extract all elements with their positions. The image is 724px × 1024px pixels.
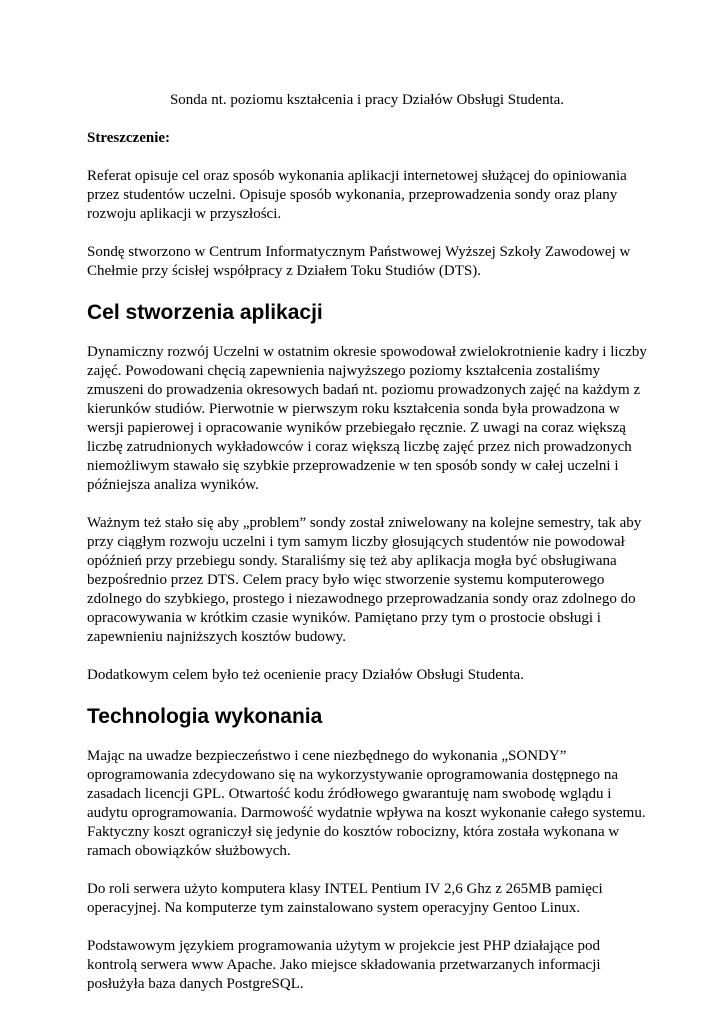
technology-paragraph-3: Podstawowym językiem programowania użytym w projekcie jest PHP działające pod kontrolą serwera www Apache. Jako miejsce składowania przetwarzanych informacji posłużyła baza danych PostgreSQL. — [87, 938, 601, 992]
purpose-paragraph-1: Dynamiczny rozwój Uczelni w ostatnim okresie spowodował zwielokrotnienie kadry i liczby zajęć. Powodowani chęcią zapewnienia najwyższego poziomy kształcenia zostaliśmy zmuszeni do prowadzenia okresowych badań nt. poziomu prowadzonych zajęć na każdym z kierunków studiów. Pierwotnie w pierwszym roku kształcenia sonda była prowadzona w wersji papierowej i opracowanie wyników przebiegało ręcznie. Z uwagi na coraz większą liczbę zatrudnionych wykładowców i coraz większą liczbę zajęć przez nich prowadzonych niemożliwym stawało się szybkie przeprowadzenie w ten sposób sondy w całej uczelni i późniejsza analiza wyników. — [87, 344, 647, 493]
purpose-paragraph-2: Ważnym też stało się aby „problem” sondy został zniwelowany na kolejne semestry, tak aby przy ciągłym rozwoju uczelni i tym samym liczby głosujących studentów nie powodował opóźnień przy przebiegu sondy. Staraliśmy się też aby aplikacja mogła być obsługiwana bezpośrednio przez DTS. Celem pracy było więc stworzenie systemu komputerowego zdolnego do szybkiego, prostego i niezawodnego przeprowadzania sondy oraz zdolnego do opracowywania w krótkim czasie wyników. Pamiętano przy tym o prostocie obsługi i zapewnieniu najniższych kosztów budowy. — [87, 515, 642, 645]
technology-paragraph-2: Do roli serwera użyto komputera klasy INTEL Pentium IV 2,6 Ghz z 265MB pamięci operacyjnej. Na komputerze tym zainstalowano system operacyjny Gentoo Linux. — [87, 881, 603, 916]
purpose-paragraph-3: Dodatkowym celem było też ocenienie pracy Działów Obsługi Studenta. — [87, 667, 524, 683]
section-heading-purpose: Cel stworzenia aplikacji — [87, 301, 323, 324]
abstract-paragraph-2: Sondę stworzono w Centrum Informatycznym Państwowej Wyższej Szkoły Zawodowej w Chełmie przy ścisłej współpracy z Działem Toku Studiów (DTS). — [87, 244, 631, 279]
technology-paragraph-1: Mając na uwadze bezpieczeństwo i cene niezbędnego do wykonania „SONDY” oprogramowania zdecydowano się na wykorzystywanie oprogramowania dostępnego na zasadach licencji GPL. Otwartość kodu źródłowego gwarantuję nam swobodę wglądu i audytu oprogramowania. Darmowość wydatnie wpływa na koszt wykonanie całego systemu. Faktyczny koszt ograniczył się jedynie do kosztów robocizny, która została wykonana w ramach obowiązków służbowych. — [87, 748, 646, 859]
document-title: Sonda nt. poziomu kształcenia i pracy Działów Obsługi Studenta. — [169, 92, 565, 108]
abstract-heading: Streszczenie: — [87, 130, 171, 146]
section-heading-technology: Technologia wykonania — [87, 705, 323, 728]
document-body — [87, 91, 647, 1013]
abstract-paragraph-1: Referat opisuje cel oraz sposób wykonania aplikacji internetowej służącej do opiniowania przez studentów uczelni. Opisuje sposób wykonania, przeprowadzenia sondy oraz plany rozwoju aplikacji w przyszłości. — [87, 168, 627, 222]
